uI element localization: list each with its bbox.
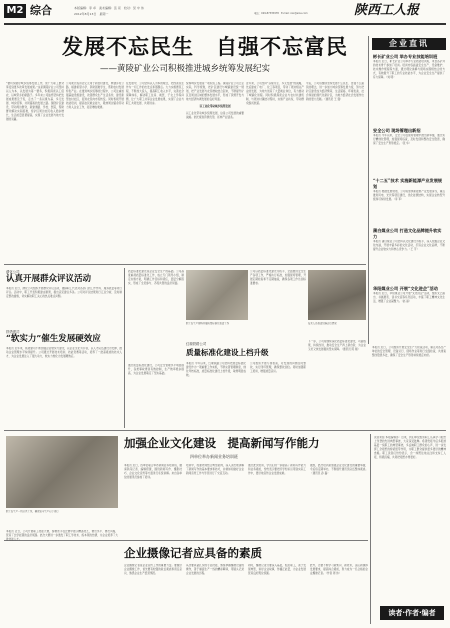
lower-photo-left <box>6 436 118 508</box>
sidebar-left-rule <box>368 36 369 344</box>
sidebar-item-4 <box>373 228 445 292</box>
masthead-rule <box>4 23 446 25</box>
left-col-rule <box>124 268 125 428</box>
lower-col4: 据悉，此次培训是加强企业文化建设的重要举措，今后将定期举办，不断提升通讯员队伍整体素质。（通讯员 孙 磊） <box>310 464 368 475</box>
lead-bottom-rule <box>4 264 366 265</box>
section-label: 综合 <box>30 4 52 17</box>
lead-body-col6: 今后，公司将继续坚持发展不忘民生、自强不忘富民的理念，进一步加大城乡统筹发展力度，努力把矿区建设成为经济繁荣、生活富裕、环境优美、社会和谐的现代化新矿区，为地方经济社会发展作出新的更大贡献。（通讯员 王 强） <box>306 82 364 101</box>
sidebar-item-title: 蒲白煤业公司 打造文化品牌提升软实力 <box>373 228 442 239</box>
lead-body-col4: 统筹城乡发展是一项系统工程。黄陵矿业公司立足实际，科学规划，把矿区建设与城镇建设统一规划，把产业发展与农民增收结合起来，不断提升矿区及周边区域的整体发展水平，形成了资源开发与地方经济协调发展的良好局面。 以工业化带动城乡统筹发展 以工业化带动城乡统筹发展，这是公司发展的重要战略。依托煤炭资源优势，延伸产业链条。 <box>186 82 244 119</box>
center-photo-1-caption: 职工在生产现场开展质量标准化检查工作 <box>186 322 230 325</box>
sidebar-item-body: 本报讯 今年以来，安全公司在现场管理中推出新举措，通过实行精细化管理，加强现场巡查，及时发现和整改安全隐患，确保了安全生产形势稳定。（张 华） <box>373 134 445 145</box>
sidebar-item-title: 华阳煤业公司 开展“文化进企”活动 <box>373 286 438 291</box>
center-kicker: 红塬铁路公司 <box>186 342 207 346</box>
masthead-contact: 电话：029-87335978 E-mail: xxx@sina.com <box>254 12 308 15</box>
center-headline: 质量标准化建设上档升级 <box>186 348 269 357</box>
sidebar-item-title: “十二五”技术 实施新能源产业发展规划 <box>373 178 443 189</box>
sidebar-item-5 <box>373 286 445 346</box>
lower-right-rule <box>370 434 371 624</box>
paper-name: 陕西工人报 <box>354 3 420 18</box>
masthead <box>4 4 446 22</box>
story-kicker: 铁塔建司 <box>6 330 20 334</box>
sidebar-item-title: 安全公司 现场管理出新招 <box>373 128 421 133</box>
lower-col6: 其次要具备扎实的专业技能，熟练掌握摄像设备的操作，善于捕捉生产一线的精彩瞬间，用镜头记录企业发展的历程。 <box>186 564 244 575</box>
lead-headline: 发展不忘民生 自强不忘富民 <box>62 34 348 59</box>
center-photo-1 <box>186 270 248 320</box>
lower-left-col: 本报讯 近日，公司开展职工技能大赛，参赛选手在比赛中展示精湛技艺，赛出水平、赛出风格，营造了比学赶超的良好氛围。此次大赛进一步激发了职工学技术、练本领的热情，为企业培养了大批技能人才。 <box>6 530 118 541</box>
sidebar-item-body: 本报讯 蒲白煤业公司坚持以文化建设为抓手，深入挖掘企业文化内涵，开展丰富多彩的文化活动，打造企业文化品牌，不断提升企业软实力和核心竞争力。（王 芳） <box>373 240 445 251</box>
sidebar-title-bar: 企业直讯 <box>372 38 446 50</box>
lower-col1: 本报讯 近日，四单位联合举办新闻业务培训班，邀请资深记者、编辑授课，围绕新闻写作、摄影技巧、企业文化宣传等方面进行系统讲解。来自各单位的通讯员参加了培训。 <box>124 464 182 479</box>
lower-top-rule <box>4 430 446 431</box>
sidebar-item-3 <box>373 178 445 234</box>
lower-col2: 培训中，授课老师结合典型案例，深入浅出地讲解了新闻写作的基本要求和技巧，并就如何做好企业新闻宣传工作与学员进行了交流互动。 <box>186 464 244 475</box>
lower-col8: 此外，还要不断学习新知识、新技术，适应新媒体发展要求，提高综合素质，努力成为一名合格的企业摄像记者。（作者 周 伟） <box>310 564 368 575</box>
page-number-badge: M2 <box>4 4 26 18</box>
center-mid-col5: 公司组织开展专项检查，对发现的问题及时整改，实行闭环管理，确保整改到位。同时加强职工培训，增强质量意识。 <box>250 362 306 373</box>
story-tieta <box>6 330 122 409</box>
lower-right-col: 读者来信 本报编辑部：近来，我们单位组织职工认真学习报纸上刊登的先进典型事迹，大家深受鼓舞。希望贵报今后多报道基层一线职工的典型事迹，多反映职工群众的心声，进一步发挥工会报纸的桥梁纽带作用，为职工群众提供更多更好的精神食粮。职工读者们纷纷表示，会一如既往地关注和支持工人报，积极投稿，共同把报纸办得更好。 <box>374 436 446 459</box>
lead-body-col3: 在发展中，公司坚持以人为本的理念，把改善民生作为一切工作的出发点和落脚点。大力实施惠民工程，不断加大投入，提高职工收入水平，完善社会保障体系，解决职工住房、就医、子女上学等问题，让广大职工共享企业发展成果，实现了企业与职工共同发展、共同进步。 <box>126 82 184 105</box>
lead-subhead: ——黄陵矿业公司积极推进城乡统筹发展纪实 <box>100 64 271 74</box>
sidebar-item-body: 本报讯 近日，华阳煤业公司开展“文化进企”活动，组织文艺演出、书画展览、读书交流等系列活动，丰富了职工精神文化生活，增强了企业凝聚力。（赵 丽） <box>373 292 445 303</box>
story-kicker: 渭化公司 <box>6 270 20 274</box>
center-mid-col6: 下一步，公司将继续深化质量标准化建设，巩固成果，持续改进，推动安全生产再上新台阶，为企业又好又快发展提供坚实保障。（通讯员 陈 刚） <box>308 340 366 351</box>
footer-box: 读者·作者·编者 <box>380 606 444 620</box>
lower-col7: 同时，摄像记者还要深入基层，贴近职工，善于发现典型，讲好企业故事，传播正能量，为企业发展营造良好舆论氛围。 <box>248 564 306 575</box>
center-photo-2-caption: 技术人员检查设备运行情况 <box>308 322 337 325</box>
center-mid-col3: 通过质量标准化建设，公司安全管理水平明显提升，各类事故得到有效控制，生产效率稳步提高，为企业发展奠定了坚实基础。 <box>128 364 184 375</box>
lower-col3: 通过此次培训，学员们进一步提高了新闻写作能力和业务素质，纷纷表示要把所学知识运用到实际工作中，更好地宣传企业发展成就。 <box>248 464 306 475</box>
story-body: 本报讯 近日，渭化公司组织开展群众评议活动，邀请职工代表对各部门的工作作风、服务质量等进行评议。活动中，职工代表积极建言献策，提出意见建议多条。公司对评议结果进行汇总分析，及时制定整改措施，切实解决职工关心的热点难点问题。 <box>6 287 122 298</box>
right-mid-col: 本报讯 近日，公司组织开展安全生产大检查活动，重点对各生产单位的安全管理、设备运行、现场作业等进行全面检查，共排查整改隐患多处，确保了安全生产形势持续稳定向好。 <box>372 346 446 357</box>
sidebar-item-body: 本报讯 近日，彬长矿业公司举办专业技能培训班，来自各矿井的技术骨干参加了培训。培训内容涵盖安全生产、设备维护、技术操作规程等方面，通过理论讲解与现场实践相结合的方式，有效提升了职工的专业技能水平，为企业安全生产提供了有力保障。（刘 明） <box>373 60 445 79</box>
center-mid-col4: 本报讯 今年以来，红塬铁路公司坚持把质量标准化建设作为一项重要工作来抓，不断完善管理制度，细化考核标准，质量标准化建设上档升级，取得明显成效。 <box>186 362 246 377</box>
story-headline: 认真开展群众评议活动 <box>6 274 92 284</box>
sidebar-item-title: 彬长矿业公司 举办专业技能培训班 <box>373 54 438 59</box>
story-weihua <box>6 270 122 331</box>
lead-body-col2: 公司累计投资近亿元用于新农村建设，修建乡村公路、援建希望小学、资助困难学生，帮助农村发展特色产业。在推进城乡统筹的过程中，公司注重加强基础设施建设，改善群众生产生活条件，建设新型农村社区，促进农民向市民转变。同时积极开展技能培训，提高农民就业能力，吸纳周边富余劳动力进入企业工作，拓宽增收渠道。 <box>66 82 124 109</box>
lead-body-col1: “要切实做好城乡统筹发展工作，使广大职工群众享受到更多改革发展成果。”这是黄陵矿业公司坚持以人为本、以发展为第一要务，积极探索以工促农、以城带乡的新路子。多年来公司始终坚持把发展成果惠及于民，走出了一条以煤为基、多元发展、城乡统筹、共同富裕的发展之路。围绕矿区建设，带动周边群众，新建道路、学校、医院，帮助群众解决实际困难，使矿区周边农民收入稳步增长，生活质量显著提高，实现了企业发展与地方发展的双赢。 <box>6 82 64 121</box>
masthead-date: 2012年8月13日 星期一 <box>74 12 109 16</box>
center-mid-col2: 公司以质量标准化建设为抓手，全面推进安全生产各项工作，严格执行标准，加强现场管理，开展定期检查和不定期抽查，确保各项工作达到标准要求。 <box>250 270 306 285</box>
lead-body-col5: 近年来，公司坚持“以煤为主、多元发展”的战略，先后建成了电厂、化工等项目，带动了周边相关产业的发展，为地方创造了大量就业岗位，有力推动了城镇化进程。同时积极探索企业与农村共建机制，与周边村镇结对帮扶，实施产业扶贫，带动群众脱贫致富。 <box>246 82 304 105</box>
lower-photo-left-caption: 职工在生产一线认真工作，确保安全生产有序进行 <box>6 510 59 513</box>
lower-headline-1: 加强企业文化建设 提高新闻写作能力 <box>124 436 320 450</box>
sidebar-item-body: 本报讯 根据发展规划，公司将加快新能源产业发展步伐，重点推进风电、光伏等项目建设，优化能源结构，实现企业转型升级和可持续发展。（李 军） <box>373 190 445 201</box>
lower-col5: 企业摄像记者是企业宣传工作的重要力量。要做好企业摄像工作，首先要有较强的政治素质和责任意识，熟悉企业生产经营情况。 <box>124 564 182 575</box>
lower-subhead-1: 四单位举办新闻业务培训班 <box>190 454 238 459</box>
story-body: 本报讯 近年来，铁塔建司不断加强企业软实力建设，以企业文化为引领，以人才队伍建设为支撑，推动企业管理水平持续提升。公司通过开展技术培训、技能竞赛等活动，培养了一批高素质的技术人才，为企业发展注入了强大动力，软实力转化为发展硬效应。 <box>6 347 122 358</box>
lead-block-heading: 以工业化带动城乡统筹发展 <box>199 105 231 108</box>
sidebar-item-2 <box>373 128 445 176</box>
story-headline: “软实力”催生发展硬效应 <box>6 334 101 344</box>
center-mid-col1: 质量标准化建设是企业安全生产的基础。公司高度重视质量标准化工作，成立专门领导小组，制定实施方案，明确工作目标和责任，层层分解落实，形成了全员参与、齐抓共管的良好局面。 <box>128 270 184 285</box>
center-photo-2 <box>308 270 366 320</box>
sidebar-item-1 <box>373 54 445 126</box>
lower-headline-2: 企业摄像记者应具备的素质 <box>124 546 262 560</box>
masthead-info: 本版编辑：李 卓 美术编辑：张 亮 校对：吴 中 伟 <box>74 6 144 10</box>
